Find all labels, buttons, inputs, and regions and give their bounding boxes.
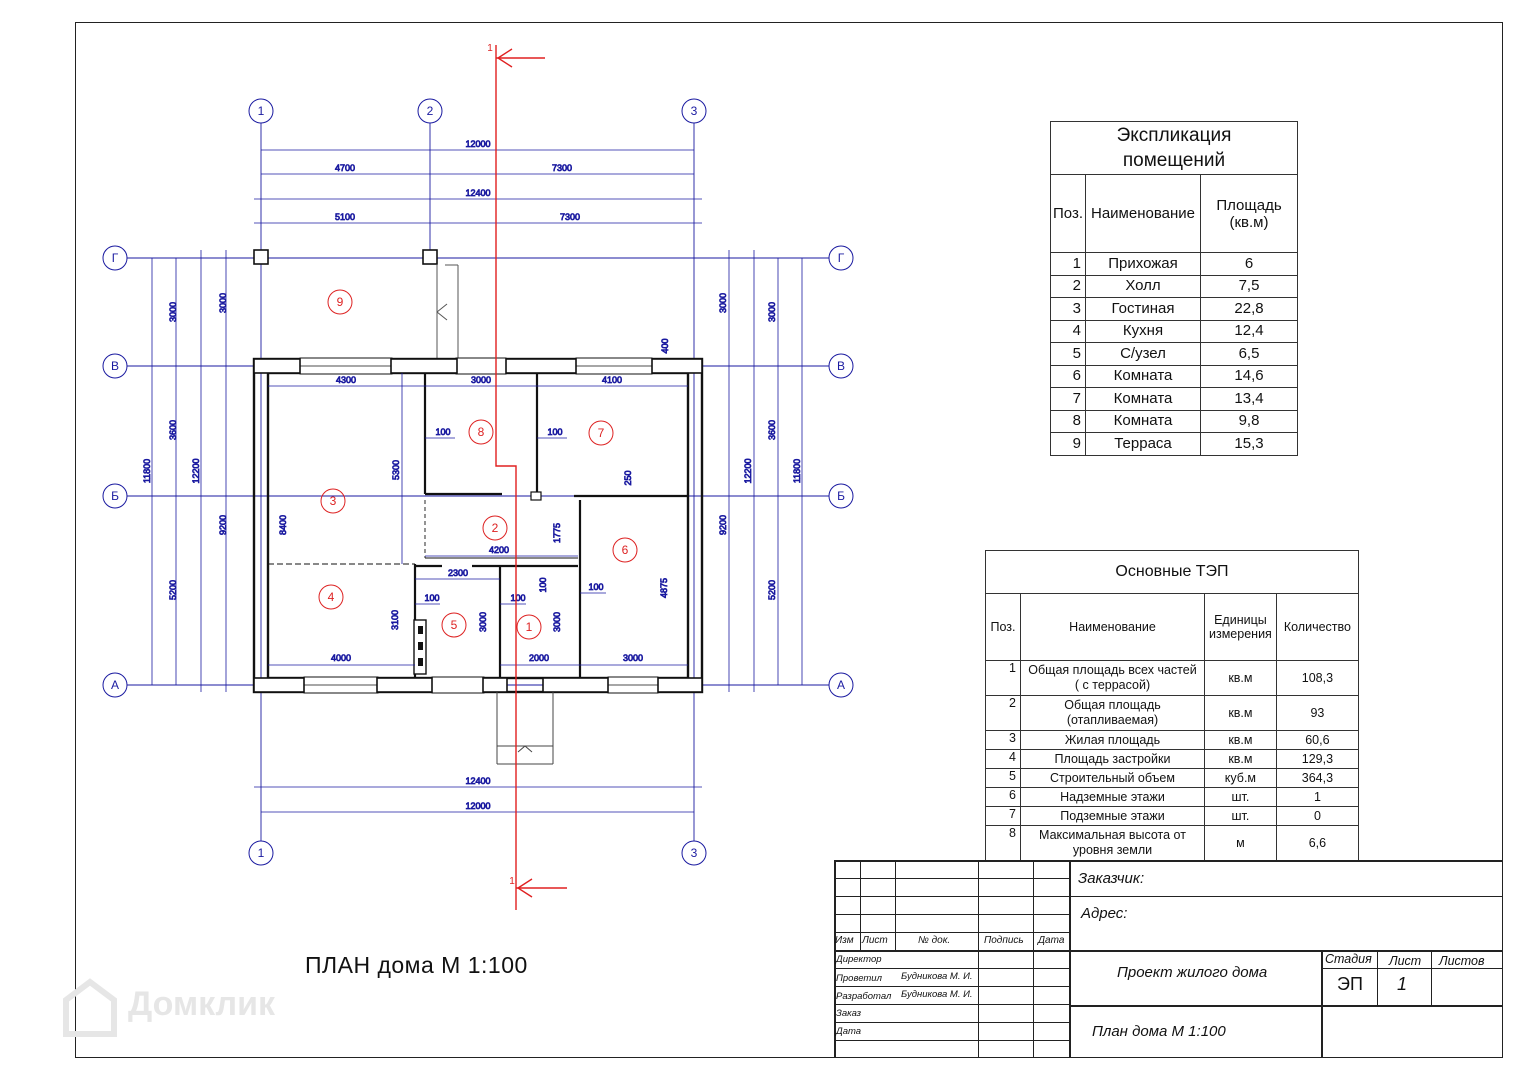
svg-text:5100: 5100 [334,212,356,222]
svg-text:100: 100 [435,427,451,437]
plan-title: ПЛАН дома М 1:100 [305,952,528,978]
tep-unit: м [1205,826,1277,861]
svg-text:12400: 12400 [465,188,491,198]
tep-name-1: Общая площадь [1064,698,1161,712]
svg-text:3600: 3600 [168,419,178,441]
tep-pos: 1 [986,661,1021,696]
stamp-sheet-header: Лист [1389,954,1422,968]
svg-text:2: 2 [426,104,434,118]
tep-name-2: уровня земли [1072,843,1153,857]
stamp-sheet-title: План дома М 1:100 [1092,1023,1226,1040]
expl-name: Кухня [1086,320,1201,343]
stamp-h-date: Дата [1038,935,1065,946]
tep-name-2: (отапливаемая) [1066,713,1159,727]
expl-row [1051,253,1298,276]
tep-name-2: ( с террасой) [1074,678,1151,692]
stamp-dev-name: Будникова М. И. [901,989,973,1000]
svg-text:3000: 3000 [218,292,228,314]
tep-row [986,769,1359,788]
svg-text:Г: Г [111,251,119,265]
tep-header-name: Наименование [1021,594,1205,661]
expl-area: 6 [1201,253,1298,276]
stamp-h-izm: Изм [835,935,854,946]
tep-name-1: Максимальная высота от [1039,828,1186,842]
tep-unit: куб.м [1205,769,1277,788]
svg-text:1775: 1775 [552,522,562,544]
axis-row-b-right [829,484,853,508]
tep-pos: 5 [986,769,1021,788]
axis-row-v-right [829,354,853,378]
svg-text:100: 100 [424,593,440,603]
expl-title-2: помещений [1122,150,1226,171]
svg-text:3000: 3000 [552,611,562,633]
tep-qty: 93 [1276,696,1358,731]
svg-text:Г: Г [837,251,845,265]
expl-name: Гостиная [1086,298,1201,321]
stamp-h-doc: № док. [918,935,951,946]
svg-text:1: 1 [257,846,265,860]
axis-row-a-left [103,673,127,697]
dims-top [254,139,702,223]
expl-header-name: Наименование [1086,175,1201,253]
svg-text:12000: 12000 [465,801,491,811]
tep-qty: 364,3 [1276,769,1358,788]
tep-header-pos: Поз. [986,594,1021,661]
svg-text:250: 250 [623,470,633,486]
room-marker-4 [319,585,343,609]
svg-text:400: 400 [660,338,670,354]
expl-pos: 7 [1051,388,1086,411]
expl-header-pos: Поз. [1051,175,1086,253]
expl-row [1051,298,1298,321]
windows-top [300,358,652,374]
tep-header-qty: Количество [1276,594,1358,661]
room-marker-3 [321,489,345,513]
expl-row [1051,433,1298,456]
section-line [487,43,567,910]
stamp-checked: Проветил [836,973,882,984]
expl-area: 6,5 [1201,343,1298,366]
expl-title-1: Экспликация [1116,125,1232,146]
tep-name-1: Площадь застройки [1054,751,1171,766]
tep-name-1: Подземные этажи [1060,808,1165,823]
tep-row [986,661,1359,696]
axis-row-v-left [103,354,127,378]
svg-text:4875: 4875 [659,577,669,599]
svg-text:100: 100 [547,427,563,437]
stamp-director: Директор [836,954,882,965]
expl-pos: 9 [1051,433,1086,456]
svg-text:2000: 2000 [528,653,550,663]
svg-text:1: 1 [257,104,265,118]
svg-text:А: А [110,678,120,692]
dims-left [142,250,400,692]
axis-row-g-left [103,246,127,270]
svg-text:3: 3 [690,104,698,118]
expl-area: 13,4 [1201,388,1298,411]
outer-walls [254,359,702,692]
tep-unit: шт. [1205,788,1277,807]
svg-text:1: 1 [509,876,515,887]
stamp-stage: ЭП [1337,974,1363,994]
svg-text:3000: 3000 [767,301,777,323]
svg-text:4: 4 [327,590,335,604]
svg-text:3600: 3600 [767,419,777,441]
tep-qty: 129,3 [1276,750,1358,769]
tep-pos: 8 [986,826,1021,861]
svg-text:3000: 3000 [478,611,488,633]
expl-pos: 1 [1051,253,1086,276]
explication-table [1050,121,1298,456]
expl-row [1051,320,1298,343]
svg-text:11800: 11800 [142,458,152,484]
expl-area: 12,4 [1201,320,1298,343]
room-marker-1 [517,615,541,639]
svg-text:7300: 7300 [559,212,581,222]
tep-qty: 1 [1276,788,1358,807]
expl-pos: 2 [1051,275,1086,298]
stamp-project: Проект жилого дома [1117,964,1268,981]
tep-header-unit-2: измерения [1209,627,1272,641]
expl-name: Холл [1086,275,1201,298]
svg-text:3: 3 [329,494,337,508]
axis-col-2-top [418,99,442,123]
expl-area: 14,6 [1201,365,1298,388]
tep-row [986,826,1359,861]
axis-col-1-bottom [249,841,273,865]
dims-inner [268,373,688,665]
svg-text:9200: 9200 [718,514,728,536]
expl-row [1051,365,1298,388]
svg-text:11800: 11800 [792,458,802,484]
tep-pos: 2 [986,696,1021,731]
svg-text:7: 7 [597,426,605,440]
axis-row-g-right [829,246,853,270]
tep-qty: 60,6 [1276,731,1358,750]
expl-row [1051,388,1298,411]
svg-text:12200: 12200 [743,458,753,484]
room-marker-9 [328,290,352,314]
stamp-sheet: 1 [1397,974,1408,994]
svg-text:100: 100 [538,577,548,593]
svg-text:5: 5 [450,618,458,632]
expl-pos: 5 [1051,343,1086,366]
room-marker-7 [589,421,613,445]
tep-pos: 6 [986,788,1021,807]
stamp-checked-name: Будникова М. И. [901,971,973,982]
tep-title: Основные ТЭП [986,551,1359,594]
svg-text:3000: 3000 [622,653,644,663]
expl-pos: 4 [1051,320,1086,343]
room-marker-5 [442,613,466,637]
expl-name: Прихожая [1086,253,1201,276]
expl-row [1051,343,1298,366]
svg-text:4700: 4700 [334,163,356,173]
dims-bottom [254,776,702,812]
svg-text:5200: 5200 [168,579,178,601]
svg-text:5300: 5300 [391,459,401,481]
tep-row [986,750,1359,769]
tep-name-1: Надземные этажи [1060,789,1165,804]
svg-text:4000: 4000 [330,653,352,663]
tep-table [985,550,1359,861]
svg-text:1: 1 [487,43,493,54]
expl-area: 7,5 [1201,275,1298,298]
tep-qty: 0 [1276,807,1358,826]
tep-row [986,731,1359,750]
tep-name-1: Общая площадь всех частей [1028,663,1197,677]
tep-qty: 6,6 [1276,826,1358,861]
svg-text:1: 1 [525,620,533,634]
svg-text:Б: Б [837,489,845,503]
svg-text:100: 100 [588,582,604,592]
porch [497,692,553,764]
svg-text:5200: 5200 [767,579,777,601]
tep-pos: 7 [986,807,1021,826]
stamp-sheets-header: Листов [1439,954,1485,968]
svg-text:12000: 12000 [465,139,491,149]
tep-name-1: Жилая площадь [1064,732,1161,747]
svg-text:В: В [110,359,120,373]
tep-unit: кв.м [1205,661,1277,696]
stamp-stage-header: Стадия [1325,952,1372,966]
tep-header-unit-1: Единицы [1214,613,1267,627]
tep-pos: 3 [986,731,1021,750]
svg-text:3000: 3000 [168,301,178,323]
svg-text:3000: 3000 [470,375,492,385]
svg-text:А: А [836,678,846,692]
expl-header-area-2: (кв.м) [1229,213,1269,231]
tep-row [986,807,1359,826]
expl-pos: 3 [1051,298,1086,321]
stamp-customer: Заказчик: [1078,870,1145,887]
axis-row-a-right [829,673,853,697]
wall-piers [254,359,702,692]
svg-text:9: 9 [336,295,344,309]
room-marker-8 [469,420,493,444]
svg-text:12200: 12200 [191,458,201,484]
svg-text:8400: 8400 [278,514,288,536]
tep-unit: кв.м [1205,696,1277,731]
expl-name: Комната [1086,365,1201,388]
svg-text:8: 8 [477,425,485,439]
tep-unit: кв.м [1205,750,1277,769]
svg-text:4200: 4200 [488,545,510,555]
svg-text:3100: 3100 [390,609,400,631]
svg-text:100: 100 [510,593,526,603]
room-marker-6 [613,538,637,562]
tep-row [986,696,1359,731]
stamp-address: Адрес: [1081,905,1128,922]
expl-area: 15,3 [1201,433,1298,456]
expl-name: Комната [1086,410,1201,433]
stamp-h-sign: Подпись [984,935,1024,946]
expl-pos: 6 [1051,365,1086,388]
svg-text:2300: 2300 [447,568,469,578]
stamp-date: Дата [836,1026,862,1037]
svg-text:2: 2 [491,521,499,535]
svg-text:4100: 4100 [601,375,623,385]
expl-name: С/узел [1086,343,1201,366]
tep-unit: шт. [1205,807,1277,826]
axis-col-1-top [249,99,273,123]
expl-area: 9,8 [1201,410,1298,433]
house-icon [62,978,118,1040]
tep-qty: 108,3 [1276,661,1358,696]
svg-text:3000: 3000 [718,292,728,314]
title-block [834,860,1503,1058]
tep-unit: кв.м [1205,731,1277,750]
axis-row-b-left [103,484,127,508]
stamp-dev: Разработал [836,991,892,1002]
svg-text:7300: 7300 [551,163,573,173]
expl-row [1051,410,1298,433]
svg-text:6: 6 [621,543,629,557]
terrace [254,250,458,358]
expl-name: Терраса [1086,433,1201,456]
stamp-h-list: Лист [862,935,888,946]
svg-text:Б: Б [111,489,119,503]
axis-col-3-top [682,99,706,123]
svg-text:В: В [836,359,846,373]
svg-text:9200: 9200 [218,514,228,536]
tep-row [986,788,1359,807]
svg-text:4300: 4300 [335,375,357,385]
expl-header-area-1: Площадь [1216,196,1282,214]
tep-name-1: Строительный объем [1050,770,1175,785]
svg-text:3: 3 [690,846,698,860]
expl-name: Комната [1086,388,1201,411]
expl-row [1051,275,1298,298]
expl-pos: 8 [1051,410,1086,433]
tep-pos: 4 [986,750,1021,769]
dims-right [660,250,802,692]
svg-text:12400: 12400 [465,776,491,786]
watermark-logo: Домклик [128,985,276,1023]
axis-col-3-bottom [682,841,706,865]
stamp-order: Заказ [836,1008,862,1019]
expl-area: 22,8 [1201,298,1298,321]
room-marker-2 [483,516,507,540]
